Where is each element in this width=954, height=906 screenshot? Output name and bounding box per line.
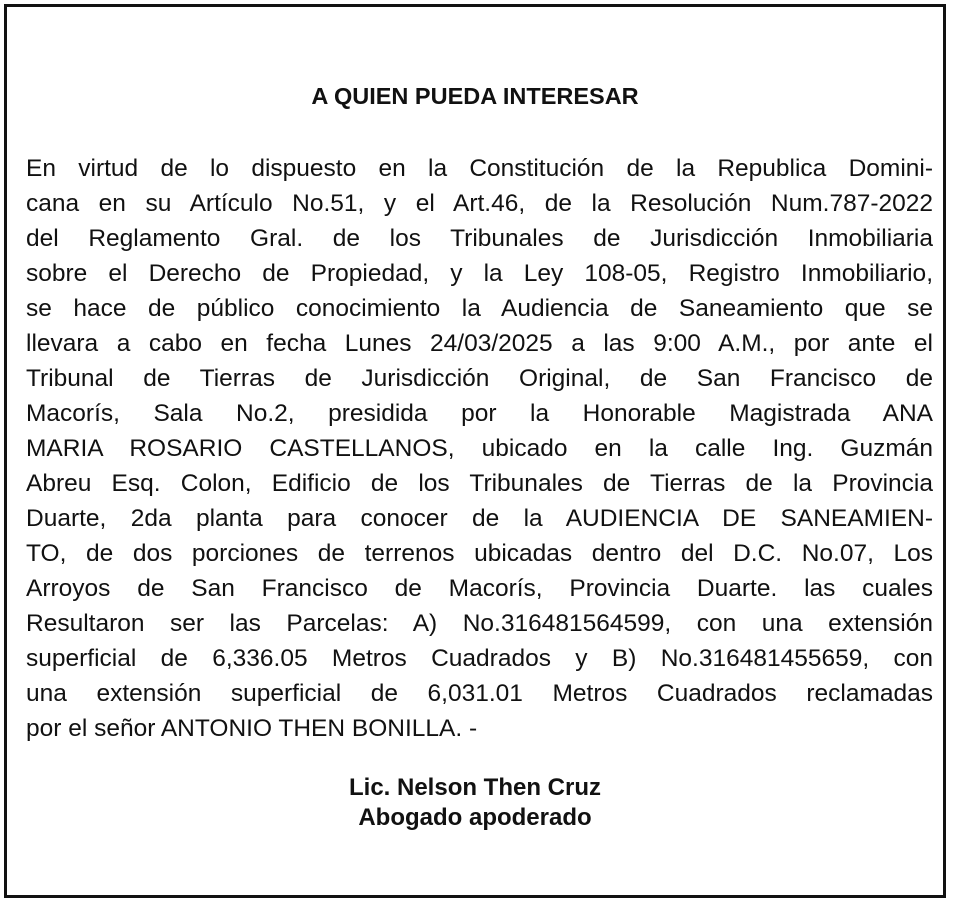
body-line: una extensión superficial de 6,031.01 Metros Cuadrados reclamadas (26, 680, 933, 707)
body-line: se hace de público conocimiento la Audiencia de Saneamiento que se (26, 295, 933, 322)
body-line: del Reglamento Gral. de los Tribunales de Jurisdicción Inmobiliaria (26, 225, 933, 252)
body-line: Tribunal de Tierras de Jurisdicción Original, de San Francisco de (26, 365, 933, 392)
body-line: TO, de dos porciones de terrenos ubicadas dentro del D.C. No.07, Los (26, 540, 933, 567)
signature-block (7, 773, 943, 833)
body-line: En virtud de lo dispuesto en la Constitución de la Republica Domini- (26, 155, 933, 182)
body-line: Resultaron ser las Parcelas: A) No.316481564599, con una extensión (26, 610, 933, 637)
body-line-last: por el señor ANTONIO THEN BONILLA. - (26, 715, 478, 742)
body-line: Duarte, 2da planta para conocer de la AUDIENCIA DE SANEAMIEN- (26, 505, 933, 532)
signature-name: Lic. Nelson Then Cruz (348, 774, 602, 801)
body-line: MARIA ROSARIO CASTELLANOS, ubicado en la calle Ing. Guzmán (26, 435, 933, 462)
body-line: Abreu Esq. Colon, Edificio de los Tribunales de Tierras de la Provincia (26, 470, 933, 497)
body-line: llevara a cabo en fecha Lunes 24/03/2025 a las 9:00 A.M., por ante el (26, 330, 933, 357)
signature-role: Abogado apoderado (358, 804, 592, 831)
body-line: cana en su Artículo No.51, y el Art.46, de la Resolución Num.787-2022 (26, 190, 933, 217)
notice-title: A QUIEN PUEDA INTERESAR (311, 83, 639, 109)
notice-body (26, 151, 933, 746)
body-line: sobre el Derecho de Propiedad, y la Ley 108-05, Registro Inmobiliario, (26, 260, 933, 287)
body-line: Arroyos de San Francisco de Macorís, Provincia Duarte. las cuales (26, 575, 933, 602)
notice-frame (4, 4, 946, 898)
body-line: Macorís, Sala No.2, presidida por la Honorable Magistrada ANA (26, 400, 933, 427)
body-line: superficial de 6,336.05 Metros Cuadrados y B) No.316481455659, con (26, 645, 933, 672)
